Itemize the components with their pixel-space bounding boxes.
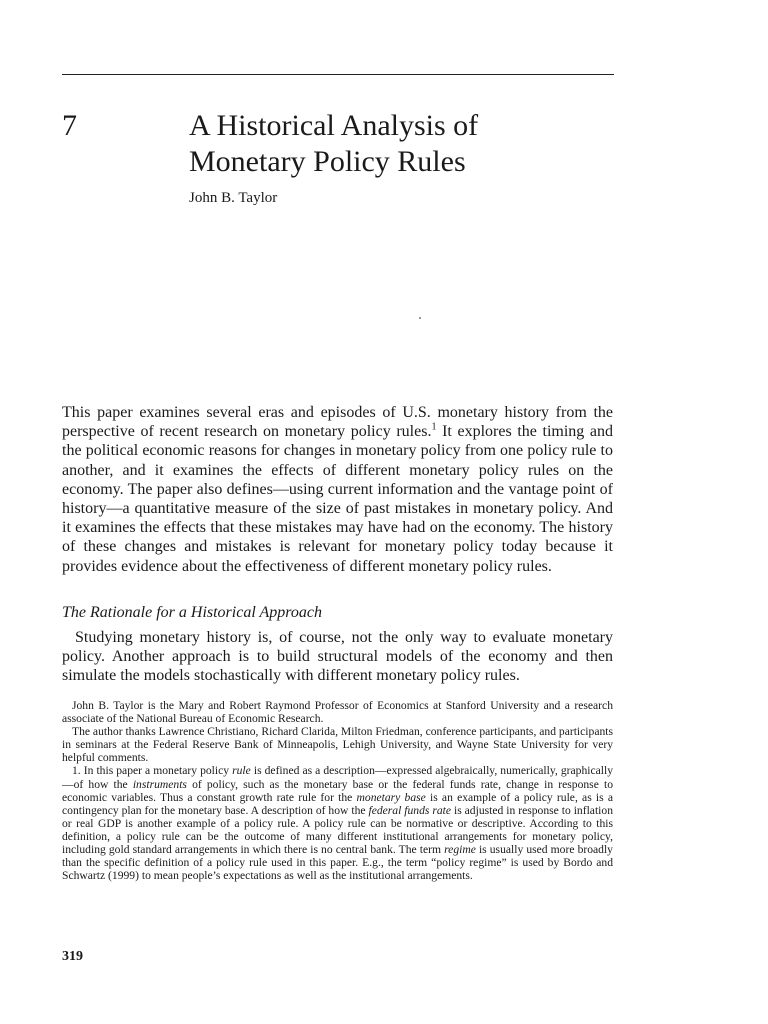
section-heading: The Rationale for a Historical Approach [62, 604, 322, 621]
chapter-number: 7 [62, 109, 77, 142]
abstract-paragraph [62, 403, 613, 576]
footnote-thanks: The author thanks Lawrence Christiano, Richard Clarida, Milton Friedman, conference participants, and participants in seminars at the Federal Reserve Bank of Minneapolis, Lehigh University, and Wayne State University for very helpful comments. [62, 725, 613, 765]
top-rule [62, 74, 614, 75]
footnote-1-text-b: is defined as a description—expressed algebraically, numerically, graphically—of how the [62, 764, 613, 791]
footnote-1-federal-funds-rate: federal funds rate [368, 803, 452, 817]
chapter-title-line-2: Monetary Policy Rules [189, 145, 466, 178]
footnote-1-text-d: is an example of a policy rule, as is a contingency plan for the monetary base. A description of how the [62, 790, 613, 817]
footnote-1-text-f: is usually used more broadly than the specific definition of a policy rule used in this paper. E.g., the term “policy regime” is used by Bordo and Schwartz (1999) to mean people’s expectations as well as the institutional arrangements. [62, 843, 613, 883]
footnote-1-rule: rule [232, 764, 251, 778]
footnotes [62, 699, 613, 882]
footnote-ref-1[interactable]: 1 [431, 421, 437, 433]
chapter-title [189, 108, 478, 180]
footnote-1-text-a: 1. In this paper a monetary policy [72, 764, 233, 778]
footnote-1-text-e: is adjusted in response to inflation or real GDP is another example of a policy rule. A policy rule can be normative or descriptive. According to this definition, a policy rule can be the outcome of many different institutional arrangements for monetary policy, including gold standard arrangements in which there is no central bank. The term [62, 803, 613, 857]
footnote-1-text-c: of policy, such as the monetary base or the federal funds rate, change in response to economic variables. Thus a constant growth rate rule for the [62, 777, 614, 804]
footnote-1-monetary-base: monetary base [356, 790, 426, 804]
chapter-title-line-1: A Historical Analysis of [189, 109, 479, 142]
author-name: John B. Taylor [189, 190, 278, 206]
footnote-1-regime: regime [444, 843, 476, 857]
section-paragraph: Studying monetary history is, of course, not the only way to evaluate monetary policy. Another approach is to build structural models of the economy and then simulate the models stochastically with different monetary policy rules. [62, 629, 613, 685]
abstract-text: This paper examines several eras and episodes of U.S. monetary history from the perspective of recent research on monetary policy rules. [62, 404, 613, 441]
page-number: 319 [62, 949, 83, 964]
abstract-text-cont: It explores the timing and the political economic reasons for changes in monetary policy from one policy rule to another, and it examines the effects of different monetary policy rules on the economy. The paper also defines—using current information and the vantage point of history—a quantitative measure of the size of past mistakes in monetary policy. And it examines the effects that these mistakes may have had on the economy. The history of these changes and mistakes is relevant for monetary policy today because it provides evidence about the effectiveness of different monetary policy rules. [62, 423, 614, 575]
footnote-1-instruments: instruments [132, 777, 187, 791]
print-speck [419, 317, 421, 319]
footnote-affiliation: John B. Taylor is the Mary and Robert Raymond Professor of Economics at Stanford University and a research associate of the National Bureau of Economic Research. [62, 699, 613, 726]
footnote-1 [62, 764, 613, 882]
